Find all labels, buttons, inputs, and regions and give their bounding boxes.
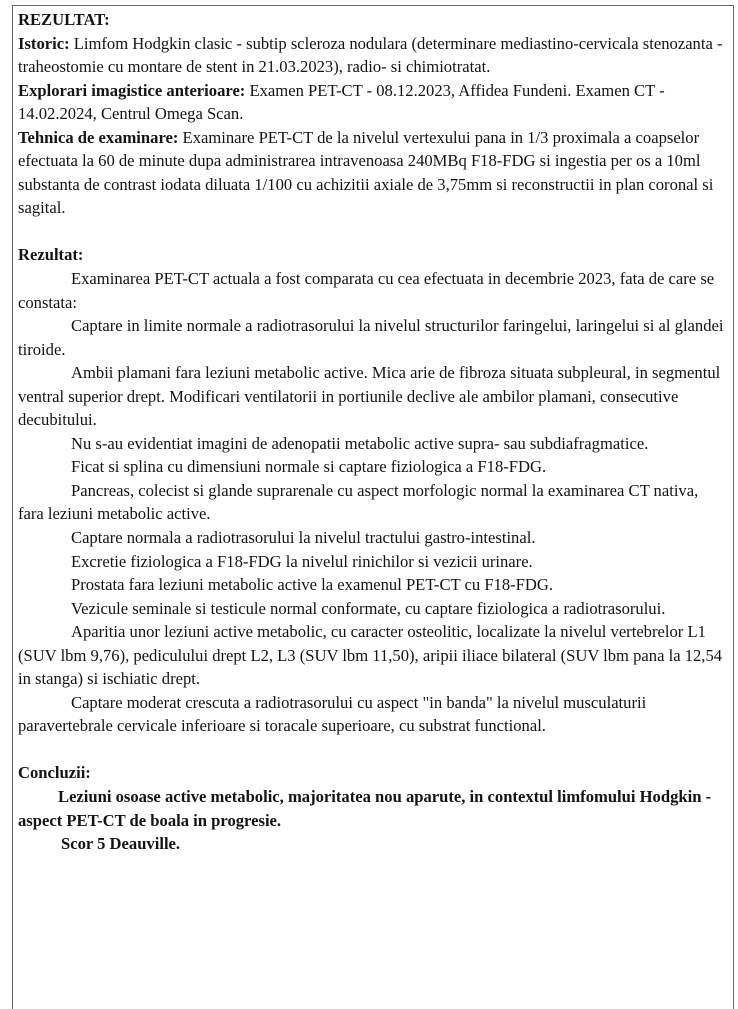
finding-paragraph: Ficat si splina cu dimensiuni normale si captare fiziologica a F18-FDG. [71,457,547,477]
finding-paragraph: Examinarea PET-CT actuala a fost comparata cu cea efectuata in decembrie 2023, fata de care se constata: [18,268,715,312]
finding-paragraph: Captare in limite normale a radiotrasorului la nivelul structurilor faringelui, laringelui si al glandei tiroide. [18,316,724,359]
history-text: Limfom Hodgkin clasic - subtip scleroza nodulara (determinare mediastino-cervicala stenozanta - traheostomie cu montare de stent in 21.03.2023), radio- si chimiotratat. [18,33,723,77]
previous-imaging-text: Examen PET-CT - 08.12.2023, Affidea Fundeni. Examen CT - 14.02.2024, Centrul Omega Scan. [18,80,665,124]
result-heading: Rezultat: [18,245,84,265]
finding-paragraph: Excretie fiziologica a F18-FDG la nivelul rinichilor si vezicii urinare. [71,551,533,571]
finding-paragraph: Ambii plamani fara leziuni metabolic active. Mica arie de fibroza situata subpleural, in segmentul ventral superior drept. Modificari ventilatorii in portiunile declive ale ambilor plamani, consecutive decubitului. [18,363,721,430]
report-title: REZULTAT: [18,10,110,29]
conclusions-heading: Concluzii: [18,763,91,783]
conclusions-text: Leziuni osoase active metabolic, majoritatea nou aparute, in contextul limfomului Hodgkin - aspect PET-CT de boala in progresie. [18,786,712,830]
history-label: Istoric: [18,33,70,53]
finding-paragraph: Nu s-au evidentiat imagini de adenopatii metabolic active supra- sau subdiafragmatice. [71,433,649,453]
report-document [18,8,726,856]
finding-paragraph: Captare normala a radiotrasorului la nivelul tractului gastro-intestinal. [71,527,536,547]
spacer [18,220,726,244]
finding-paragraph: Pancreas, colecist si glande suprarenale cu aspect morfologic normal la examinarea CT nativa, fara leziuni metabolic active. [18,480,699,524]
technique-paragraph [18,126,726,220]
previous-imaging-paragraph [18,79,726,126]
spacer [18,738,726,762]
previous-imaging-label: Explorari imagistice anterioare: [18,80,246,100]
deauville-score: Scor 5 Deauville. [61,834,181,854]
history-paragraph [18,32,726,79]
technique-label: Tehnica de examinare: [18,127,179,147]
finding-paragraph: Vezicule seminale si testicule normal conformate, cu captare fiziologica a radiotrasorului. [71,598,666,618]
technique-text: Examinare PET-CT de la nivelul vertexului pana in 1/3 proximala a coapselor efectuata la 60 de minute dupa administrarea intravenoasa 240MBq F18-FDG si ingestia per os a 10ml substanta de contrast iodata diluata 1/100 cu achizitii axiale de 3,75mm si reconstructii in plan coronal si sagital. [18,127,714,218]
finding-paragraph: Captare moderat crescuta a radiotrasorului cu aspect "in banda" la nivelul musculaturii paravertebrale cervicale inferioare si toracale superioare, cu substrat functional. [18,692,647,736]
finding-paragraph: Aparitia unor leziuni active metabolic, cu caracter osteolitic, localizate la nivelul vertebrelor L1 (SUV lbm 9,76), pediculului drept L2, L3 (SUV lbm 11,50), aripii iliace bilateral (SUV lbm pana la 12,54 in stanga) si ischiatic drept. [18,622,723,689]
finding-paragraph: Prostata fara leziuni metabolic active la examenul PET-CT cu F18-FDG. [71,575,554,595]
